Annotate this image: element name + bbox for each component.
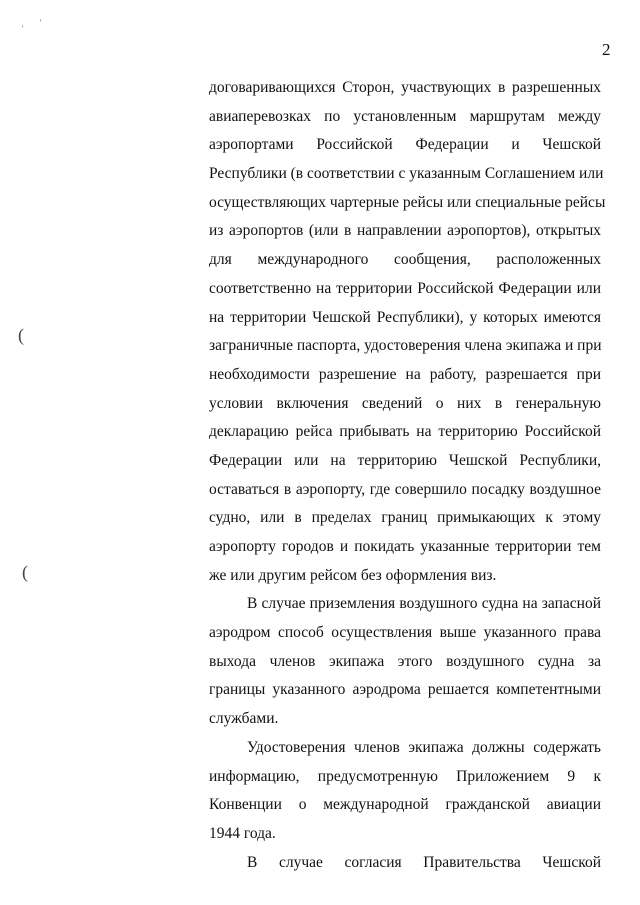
text-line: оставаться в аэропорту, где совершило посадку воздушное	[209, 480, 601, 498]
text-line: из аэропортов (или в направлении аэропортов), открытых	[209, 222, 601, 240]
page-number: 2	[602, 40, 611, 59]
text-line: необходимости разрешение на работу, разрешается при	[209, 365, 601, 383]
binding-mark: (	[18, 325, 24, 345]
text-line: декларацию рейса прибывать на территорию Российской	[209, 423, 601, 441]
text-line: аэропорту городов и покидать указанные территории тем	[209, 538, 601, 555]
paragraph-3	[209, 734, 601, 849]
text-line: судно, или в пределах границ примыкающих к этому	[209, 509, 601, 527]
text-line: аэродром способ осуществления выше указанного права	[209, 624, 601, 642]
paragraph-4	[209, 849, 601, 878]
text-line: авиаперевозках по установленным маршрутам между	[209, 107, 601, 125]
document-body	[209, 74, 606, 877]
text-line: Удостоверения членов экипажа должны содержать	[247, 738, 601, 756]
text-line: Конвенции о международной гражданской авиации	[209, 796, 601, 814]
text-line: В случае приземления воздушного судна на запасной	[247, 595, 601, 613]
text-line: же или другим рейсом без оформления виз.	[209, 566, 497, 584]
text-line: выхода членов экипажа этого воздушного судна за	[209, 652, 601, 670]
text-line: для международного сообщения, расположенных	[209, 251, 601, 269]
scan-mark: '	[40, 18, 42, 27]
text-line: В случае согласия Правительства Чешской	[247, 853, 601, 871]
paragraph-1	[209, 74, 606, 590]
text-line: Республики (в соответствии с указанным Соглашением или	[209, 165, 604, 183]
scan-mark: '	[22, 24, 24, 33]
text-line: соответственно на территории Российской Федерации или	[209, 279, 601, 297]
text-line: службами.	[209, 710, 279, 728]
text-line: аэропортами Российской Федерации и Чешской	[209, 136, 601, 154]
paragraph-2	[209, 590, 601, 733]
binding-mark: (	[22, 562, 28, 582]
text-line: информацию, предусмотренную Приложением 9 к	[209, 767, 601, 785]
text-line: условии включения сведений о них в генеральную	[209, 394, 601, 412]
text-line: 1944 года.	[209, 824, 276, 842]
text-line: осуществляющих чартерные рейсы или специальные рейсы	[209, 193, 606, 211]
text-line: границы указанного аэродрома решается компетентными	[209, 681, 601, 699]
text-line: договаривающихся Сторон, участвующих в разрешенных	[209, 79, 601, 96]
text-line: на территории Чешской Республики), у которых имеются	[209, 308, 601, 326]
text-line: заграничные паспорта, удостоверения члена экипажа и при	[209, 337, 602, 355]
text-line: Федерации или на территорию Чешской Республики,	[209, 451, 601, 469]
